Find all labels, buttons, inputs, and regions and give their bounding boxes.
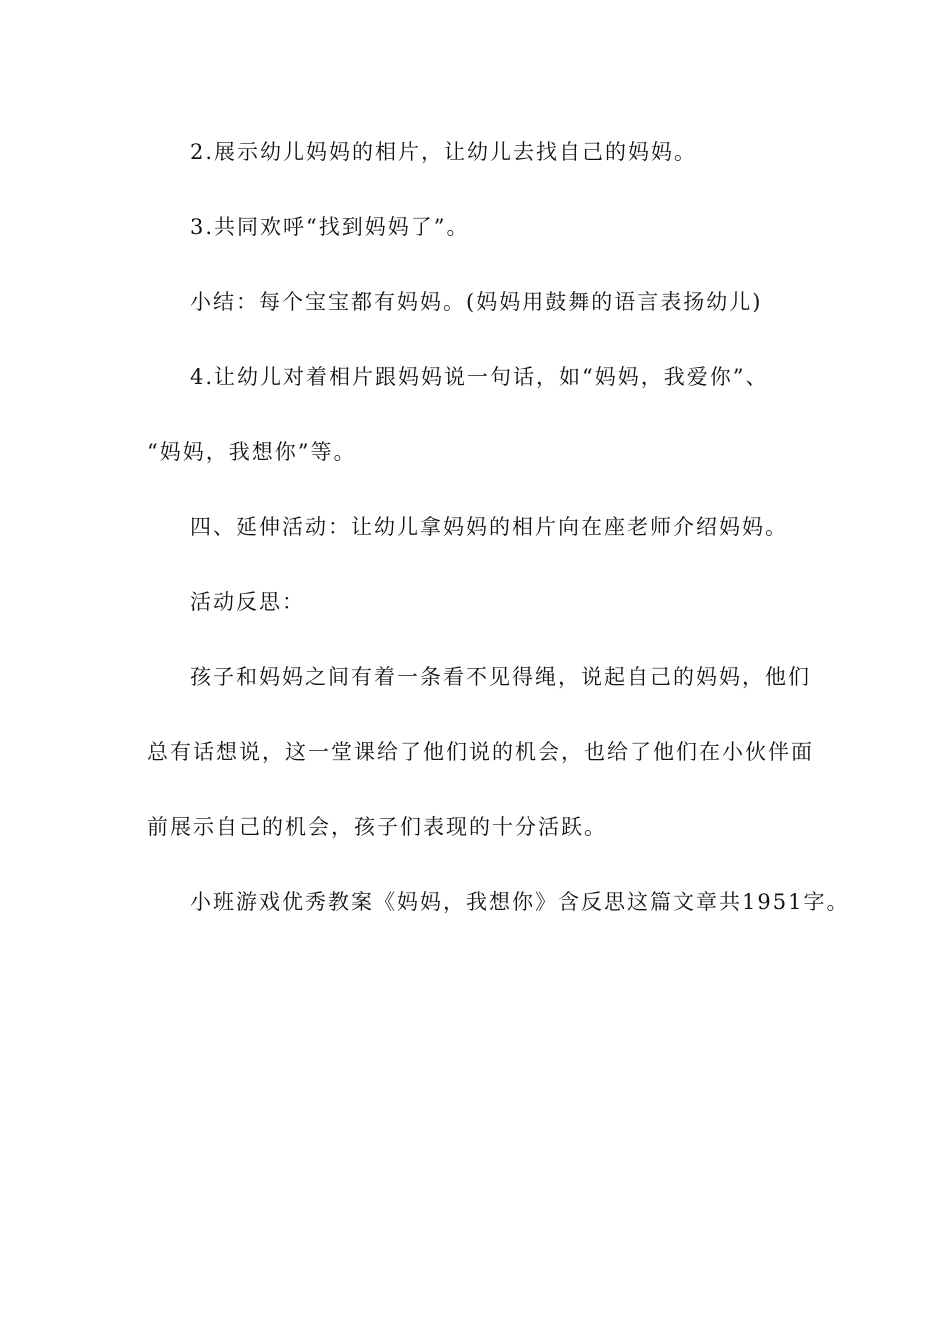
paragraph-extension-activity: 四、延伸活动：让幼儿拿妈妈的相片向在座老师介绍妈妈。 xyxy=(190,515,788,539)
paragraph-article-word-count: 小班游戏优秀教案《妈妈，我想你》含反思这篇文章共1951字。 xyxy=(190,890,850,914)
paragraph-reflection-line-2: 总有话想说，这一堂课给了他们说的机会，也给了他们在小伙伴面 xyxy=(147,740,814,764)
paragraph-summary: 小结：每个宝宝都有妈妈。(妈妈用鼓舞的语言表扬幼儿) xyxy=(190,290,763,314)
paragraph-step-2: 2.展示幼儿妈妈的相片，让幼儿去找自己的妈妈。 xyxy=(190,140,698,164)
paragraph-step-4-line-2: “妈妈，我想你”等。 xyxy=(147,440,357,464)
paragraph-reflection-line-3: 前展示自己的机会，孩子们表现的十分活跃。 xyxy=(147,815,607,839)
heading-activity-reflection: 活动反思： xyxy=(190,590,305,614)
paragraph-reflection-line-1: 孩子和妈妈之间有着一条看不见得绳，说起自己的妈妈，他们 xyxy=(190,665,811,689)
paragraph-step-3: 3.共同欢呼“找到妈妈了”。 xyxy=(190,215,470,239)
paragraph-step-4-line-1: 4.让幼儿对着相片跟妈妈说一句话，如“妈妈，我爱你”、 xyxy=(190,365,769,389)
